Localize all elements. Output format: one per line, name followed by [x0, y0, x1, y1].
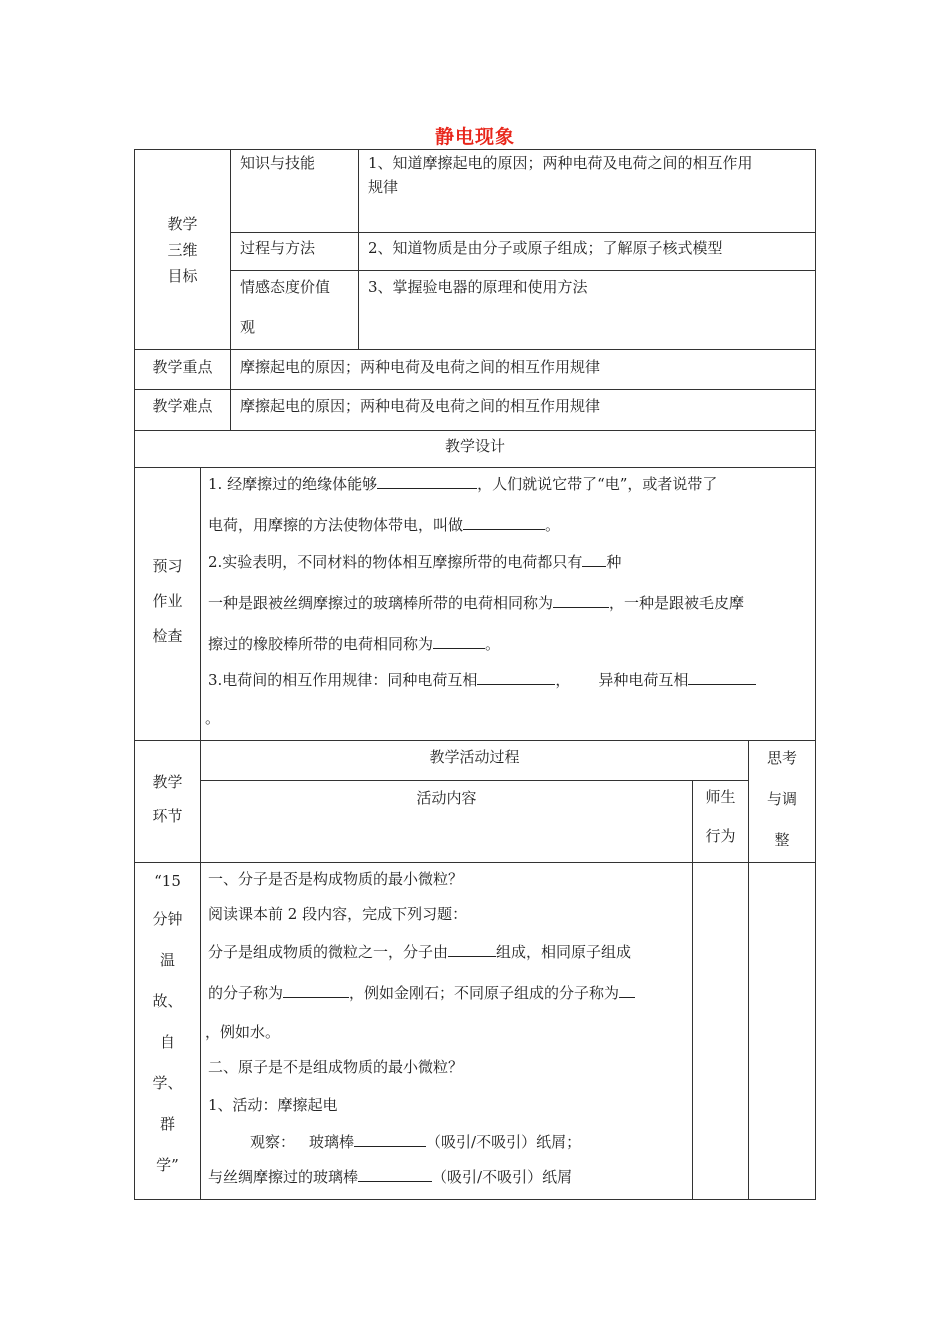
blank [433, 632, 485, 649]
stage-label-8: 学” [156, 1156, 179, 1174]
activity-content-header: 活动内容 [416, 789, 477, 807]
content-line-8: 观察： 玻璃棒 （吸引/不吸引）纸屑； [250, 1130, 581, 1152]
stage-label-6: 学、 [152, 1074, 183, 1092]
attitude-label-2: 观 [240, 318, 256, 336]
preview-label-2: 作业 [152, 592, 183, 610]
blank [354, 1130, 426, 1147]
preview-label-1: 预习 [152, 557, 183, 575]
difficult-point-label: 教学难点 [152, 397, 213, 415]
reflection-header-1: 思考 [766, 749, 797, 767]
blank [582, 550, 606, 567]
knowledge-content-1: 1、知道摩擦起电的原因；两种电荷及电荷之间的相互作用 [368, 154, 753, 172]
difficult-point-content: 摩擦起电的原因；两种电荷及电荷之间的相互作用规律 [240, 397, 601, 415]
blank [688, 668, 756, 685]
preview-label-3: 检查 [152, 627, 183, 645]
blank [477, 668, 555, 685]
stage-label-1: “15 [154, 872, 181, 890]
blank [619, 981, 635, 998]
key-point-label: 教学重点 [152, 358, 213, 376]
preview-q2-line1: 2.实验表明，不同材料的物体相互摩擦所带的电荷都只有 种 [208, 550, 621, 572]
preview-q3-line2: 。 [205, 709, 221, 727]
content-line-7: 1、活动：摩擦起电 [208, 1096, 338, 1114]
objectives-label-3: 目标 [167, 267, 198, 285]
preview-q3-line1: 3.电荷间的相互作用规律：同种电荷互相 ， 异种电荷互相 [208, 668, 756, 690]
blank [448, 940, 496, 957]
stage-header-2: 环节 [152, 807, 183, 825]
content-line-2: 阅读课本前 2 段内容，完成下列习题： [208, 905, 468, 923]
design-header: 教学设计 [444, 437, 505, 455]
attitude-label-1: 情感态度价值 [240, 278, 331, 296]
content-line-4: 的分子称为 ，例如金刚石；不同原子组成的分子称为 [208, 981, 635, 1003]
stage-header-1: 教学 [152, 773, 183, 791]
stage-label-4: 故、 [152, 992, 183, 1010]
reflection-header-2: 与调 [766, 790, 797, 808]
content-line-9: 与丝绸摩擦过的玻璃棒 （吸引/不吸引）纸屑 [208, 1165, 572, 1187]
process-label: 过程与方法 [240, 239, 316, 257]
stage-label-2: 分钟 [152, 910, 183, 928]
knowledge-label: 知识与技能 [240, 154, 316, 172]
reflection-header-3: 整 [774, 831, 790, 849]
content-line-5: ，例如水。 [205, 1023, 281, 1041]
preview-q1-line1: 1. 经摩擦过的绝缘体能够 ，人们就说它带了“电”，或者说带了 [208, 472, 717, 494]
key-point-content: 摩擦起电的原因；两种电荷及电荷之间的相互作用规律 [240, 358, 601, 376]
teacher-student-header-2: 行为 [705, 827, 736, 845]
content-line-6: 二、原子是不是组成物质的最小微粒？ [208, 1058, 464, 1076]
page-title: 静电现象 [434, 126, 515, 148]
blank [463, 513, 545, 530]
attitude-content: 3、掌握验电器的原理和使用方法 [368, 278, 588, 296]
preview-q2-line3: 擦过的橡胶棒所带的电荷相同称为 。 [208, 632, 500, 654]
objectives-label-2: 三维 [167, 241, 198, 259]
activity-process-header: 教学活动过程 [429, 748, 520, 766]
blank [283, 981, 349, 998]
content-line-3: 分子是组成物质的微粒之一，分子由 组成，相同原子组成 [208, 940, 631, 962]
content-line-1: 一、分子是否是构成物质的最小微粒？ [208, 870, 464, 888]
stage-label-7: 群 [159, 1115, 175, 1133]
blank [553, 591, 609, 608]
blank [358, 1165, 432, 1182]
preview-q1-line2: 电荷，用摩擦的方法使物体带电，叫做 。 [208, 513, 560, 535]
process-content: 2、知道物质是由分子或原子组成；了解原子核式模型 [368, 239, 723, 257]
blank [377, 472, 477, 489]
stage-label-3: 温 [159, 951, 175, 969]
teacher-student-header-1: 师生 [705, 788, 736, 806]
preview-q2-line2: 一种是跟被丝绸摩擦过的玻璃棒所带的电荷相同称为 ，一种是跟被毛皮摩 [208, 591, 744, 613]
stage-label-5: 自 [159, 1033, 175, 1051]
objectives-label-1: 教学 [167, 215, 198, 233]
knowledge-content-2: 规律 [368, 178, 399, 196]
